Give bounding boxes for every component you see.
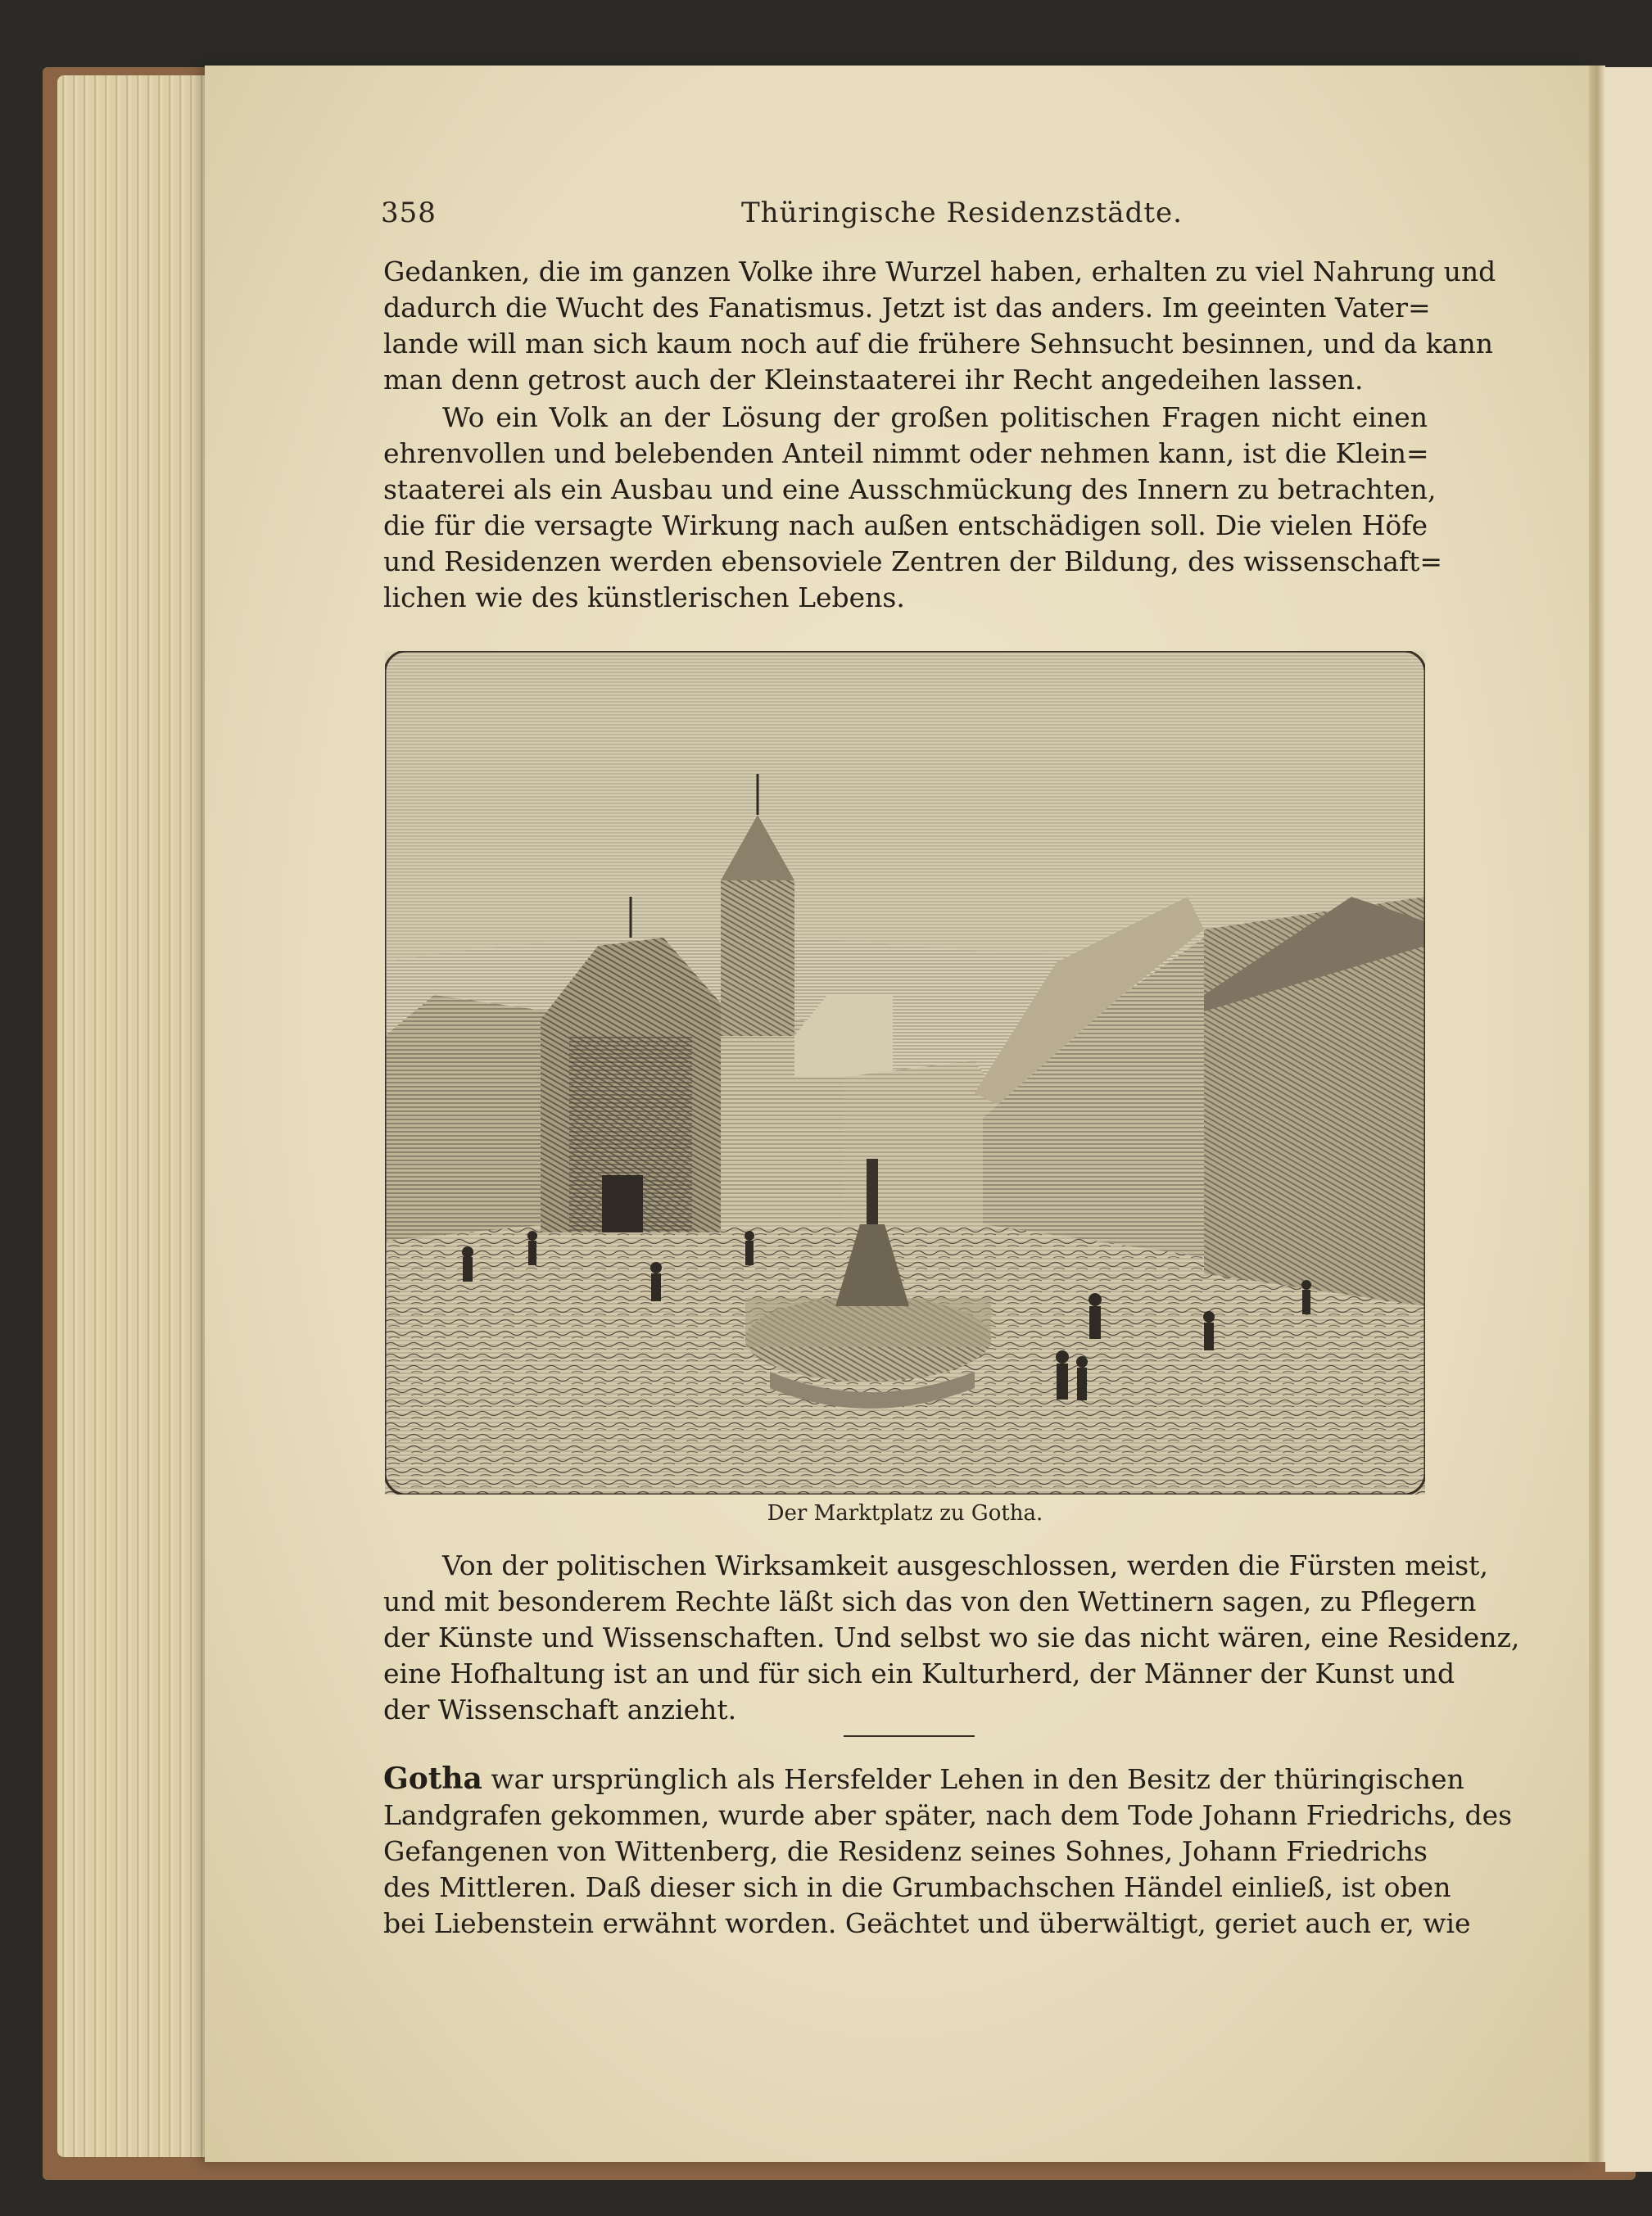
text-line: ehrenvollen und belebenden Anteil nimmt oder nehmen kann, ist die Klein=	[383, 437, 1429, 469]
book-gutter	[1589, 66, 1605, 2162]
text-line: und mit besonderem Rechte läßt sich das von den Wettinern sagen, zu Pflegern	[383, 1585, 1477, 1617]
text-line: die für die versagte Wirkung nach außen entschädigen soll. Die vielen Höfe	[383, 509, 1428, 541]
text-line: lichen wie des künstlerischen Lebens.	[383, 581, 905, 613]
running-title: Thüringische Residenzstädte.	[741, 197, 1183, 229]
text-line: und Residenzen werden ebensoviele Zentren der Bildung, des wissenschaft=	[383, 545, 1443, 577]
text-line: Landgrafen gekommen, wurde aber später, nach dem Tode Johann Friedrichs, des	[383, 1799, 1513, 1831]
page-edges	[57, 75, 221, 2157]
lead-line-rest: war ursprünglich als Hersfelder Lehen in den Besitz der thüringischen	[482, 1763, 1464, 1795]
page-header	[381, 197, 1428, 246]
paragraph-2	[383, 400, 1443, 616]
text-line: Von der politischen Wirksamkeit ausgeschlossen, werden die Fürsten meist,	[442, 1549, 1488, 1581]
page-number: 358	[381, 197, 437, 229]
facing-page-edge	[1605, 67, 1652, 2172]
paragraph-4	[383, 1761, 1513, 1942]
text-line: man denn getrost auch der Kleinstaaterei ihr Recht angedeihen lassen.	[383, 364, 1364, 396]
text-line: Gefangenen von Wittenberg, die Residenz seines Sohnes, Johann Friedrichs	[383, 1835, 1428, 1867]
text-line: dadurch die Wucht des Fanatismus. Jetzt ist das anders. Im geeinten Vater=	[383, 292, 1431, 323]
text-line: lande will man sich kaum noch auf die frühere Sehnsucht besinnen, und da kann	[383, 328, 1493, 360]
engraving-marktplatz-gotha	[385, 651, 1425, 1495]
section-divider	[844, 1735, 975, 1737]
paragraph-1	[383, 254, 1496, 398]
text-line: des Mittleren. Daß dieser sich in die Grumbachschen Händel einließ, ist oben	[383, 1871, 1451, 1903]
figure-caption: Der Marktplatz zu Gotha.	[767, 1501, 1043, 1526]
lead-word: Gotha	[383, 1761, 482, 1796]
text-line: der Wissenschaft anzieht.	[383, 1694, 737, 1725]
text-line: Wo ein Volk an der Lösung der großen politischen Fragen nicht einen	[442, 401, 1428, 433]
text-line: bei Liebenstein erwähnt worden. Geächtet und überwältigt, geriet auch er, wie	[383, 1907, 1471, 1939]
text-line: staaterei als ein Ausbau und eine Ausschmückung des Innern zu betrachten,	[383, 473, 1437, 505]
text-line: der Künste und Wissenschaften. Und selbst wo sie das nicht wären, eine Residenz,	[383, 1621, 1520, 1653]
text-line: eine Hofhaltung ist an und für sich ein Kulturherd, der Männer der Kunst und	[383, 1657, 1455, 1689]
text-line	[383, 1761, 1464, 1798]
paragraph-3	[383, 1548, 1520, 1728]
text-line: Gedanken, die im ganzen Volke ihre Wurzel haben, erhalten zu viel Nahrung und	[383, 256, 1496, 287]
